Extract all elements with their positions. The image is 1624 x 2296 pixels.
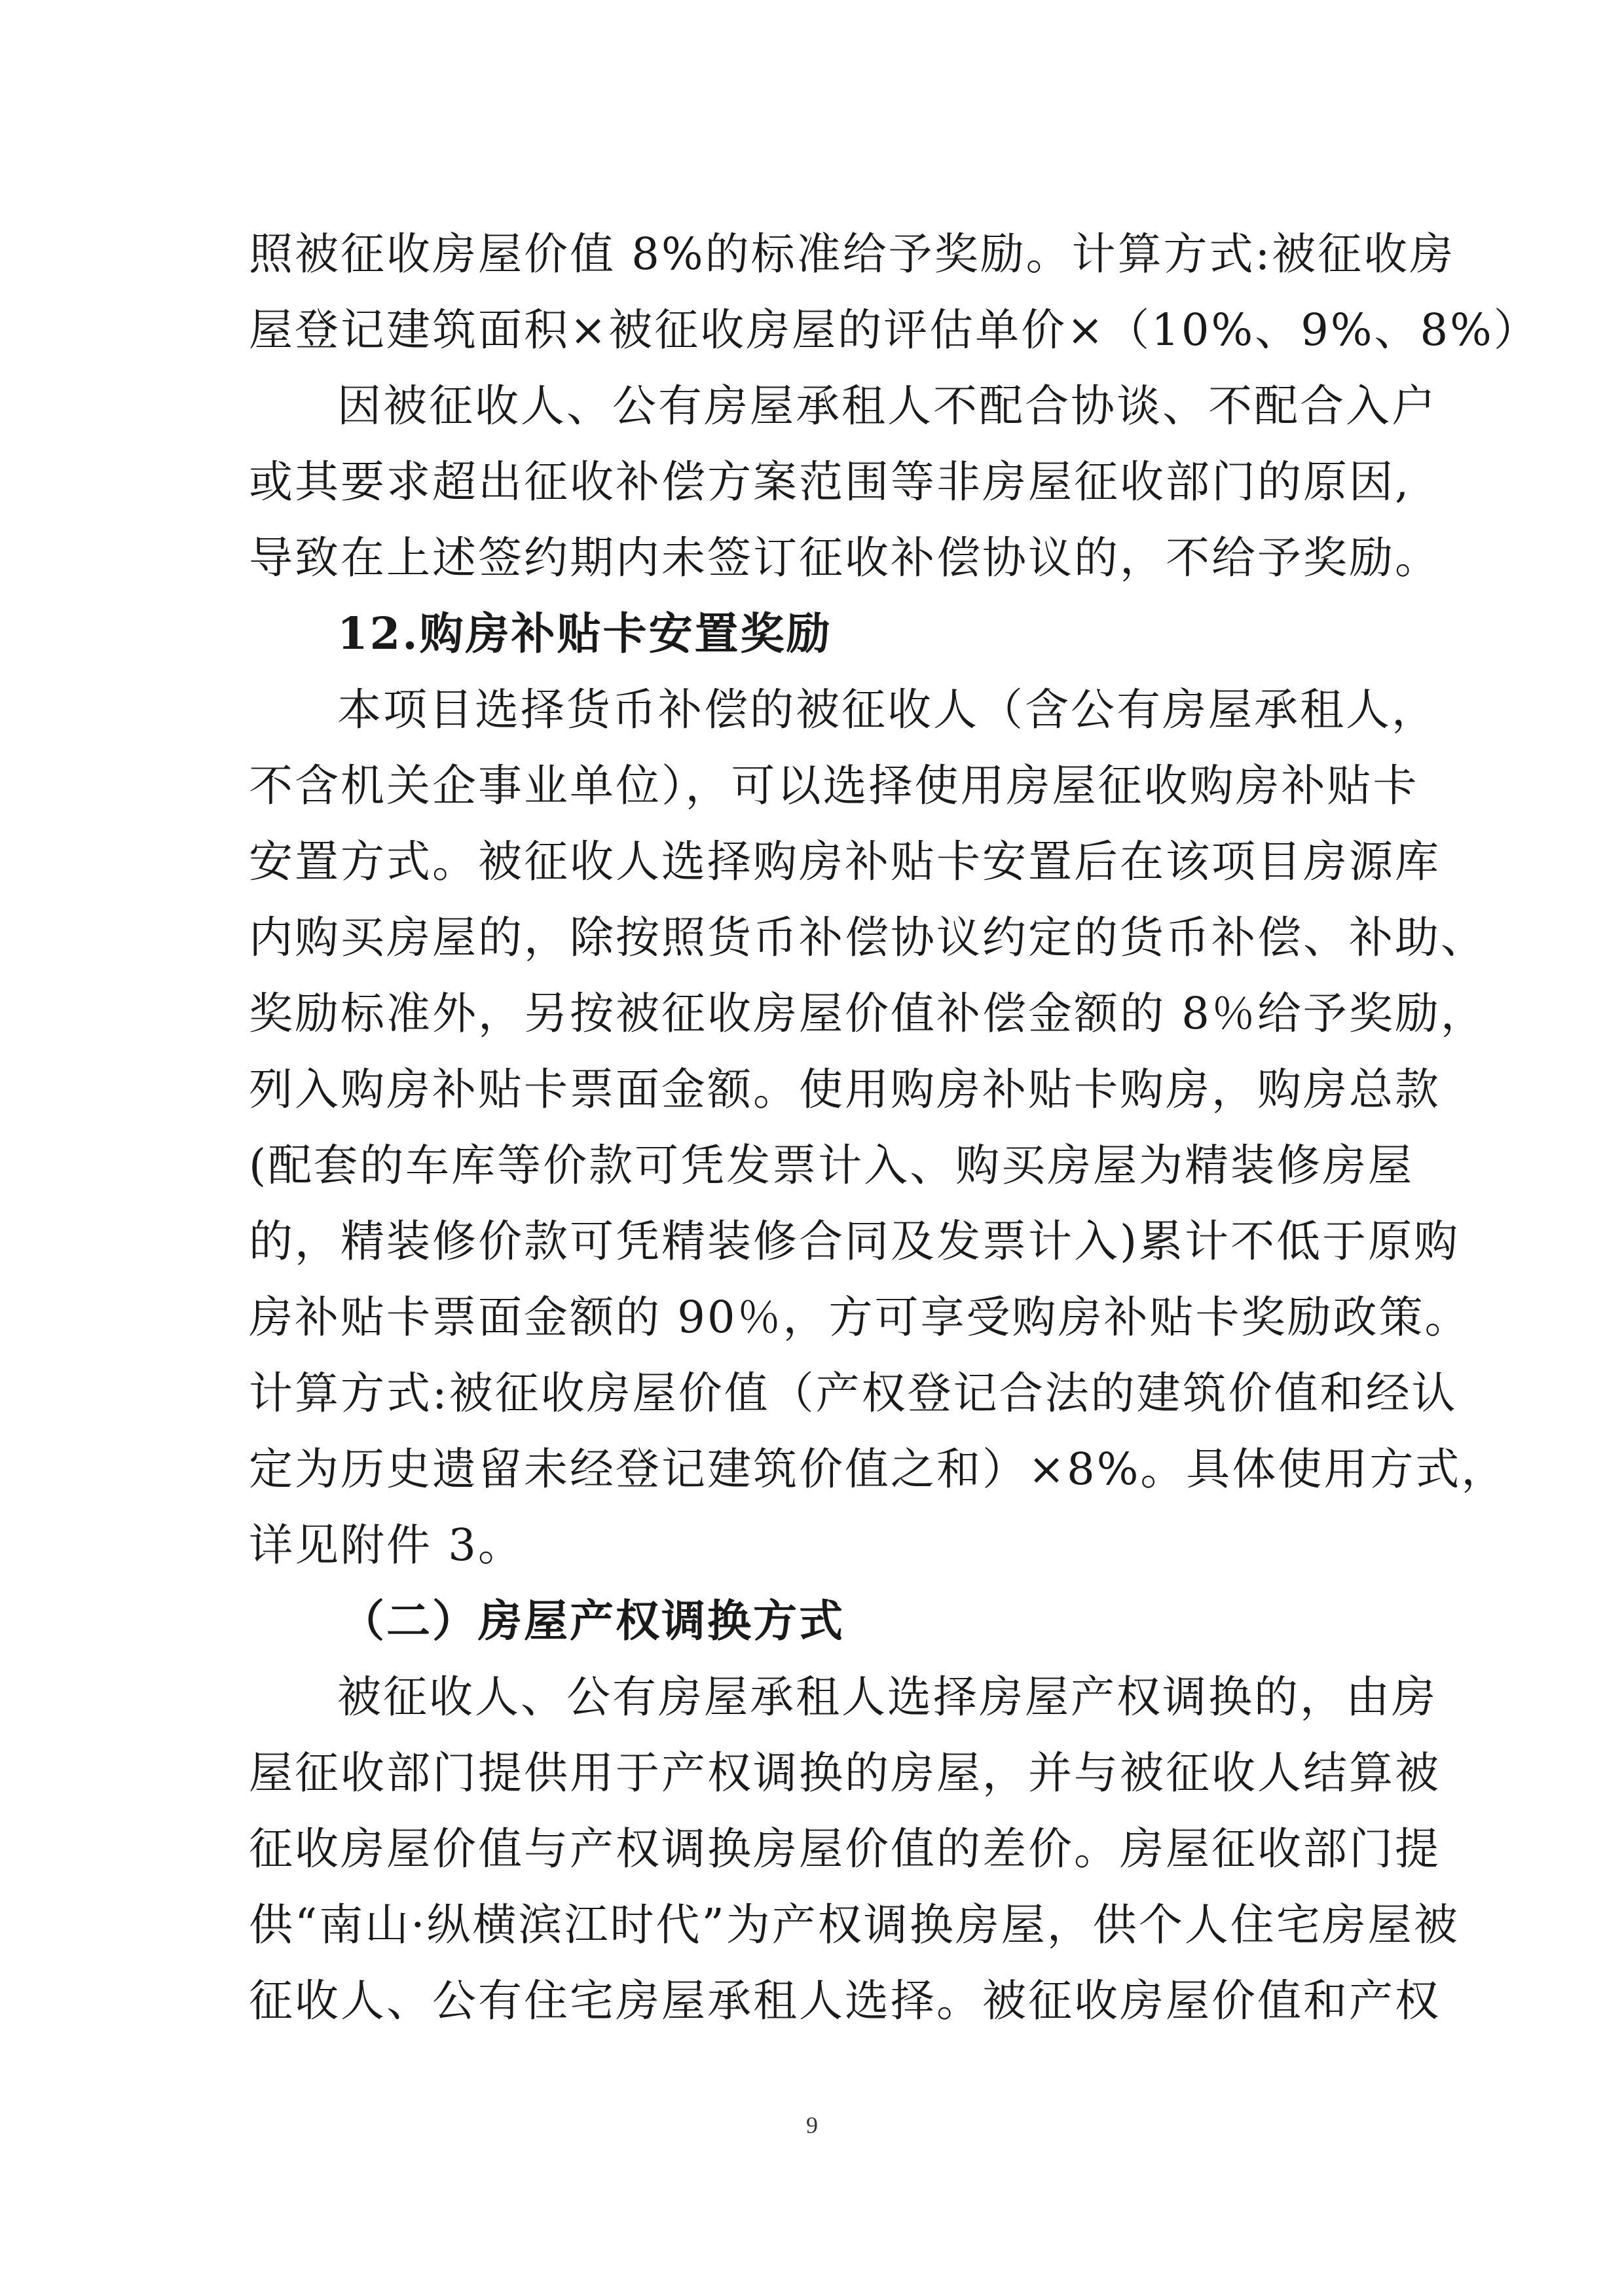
text-line: 内购买房屋的，除按照货币补偿协议约定的货币补偿、补助、 [249, 912, 1486, 963]
text-line: 或其要求超出征收补偿方案范围等非房屋征收部门的原因, [249, 456, 1411, 507]
text-line: 安置方式。被征收人选择购房补贴卡安置后在该项目房源库 [249, 836, 1441, 887]
text-line: (配套的车库等价款可凭发票计入、购买房屋为精装修房屋 [249, 1140, 1414, 1191]
text-line: 屋征收部门提供用于产权调换的房屋，并与被征收人结算被 [249, 1747, 1441, 1798]
text-line: 征收房屋价值与产权调换房屋价值的差价。房屋征收部门提 [249, 1823, 1441, 1874]
text-line: 计算方式:被征收房屋价值（产权登记合法的建筑价值和经认 [249, 1368, 1458, 1419]
paragraph-start: 被征收人、公有房屋承租人选择房屋产权调换的，由房 [337, 1671, 1437, 1722]
text-line: 房补贴卡票面金额的 90％，方可享受购房补贴卡奖励政策。 [249, 1292, 1471, 1343]
text-line: 征收人、公有住宅房屋承租人选择。被征收房屋价值和产权 [249, 1975, 1441, 2026]
section-heading: （二）房屋产权调换方式 [341, 1595, 845, 1647]
text-line: 不含机关企事业单位），可以选择使用房屋征收购房补贴卡 [249, 760, 1419, 811]
text-line: 列入购房补贴卡票面金额。使用购房补贴卡购房，购房总款 [249, 1064, 1441, 1115]
text-line: 的，精装修价款可凭精装修合同及发票计入)累计不低于原购 [249, 1216, 1460, 1267]
paragraph-start: 本项目选择货币补偿的被征收人（含公有房屋承租人， [337, 684, 1437, 735]
text-line: 奖励标准外，另按被征收房屋价值补偿金额的 8％给予奖励， [249, 988, 1486, 1039]
section-heading: 12.购房补贴卡安置奖励 [337, 608, 832, 659]
paragraph-start: 因被征收人、公有房屋承租人不配合协谈、不配合入户 [337, 380, 1437, 431]
text-line: 详见附件 3。 [249, 1520, 524, 1571]
text-line: 导致在上述签约期内未签订征收补偿协议的，不给予奖励。 [249, 532, 1441, 583]
text-line: 供“南山·纵横滨江时代”为产权调换房屋，供个人住宅房屋被 [249, 1899, 1460, 1950]
text-line: 照被征收房屋价值 8%的标准给予奖励。计算方式:被征收房 [249, 228, 1456, 280]
text-line: 定为历史遗留未经登记建筑价值之和）×8%。具体使用方式， [249, 1444, 1507, 1495]
page-number: 9 [806, 2112, 818, 2138]
text-line: 屋登记建筑面积×被征收房屋的评估单价×（10%、9%、8%） [249, 304, 1540, 355]
